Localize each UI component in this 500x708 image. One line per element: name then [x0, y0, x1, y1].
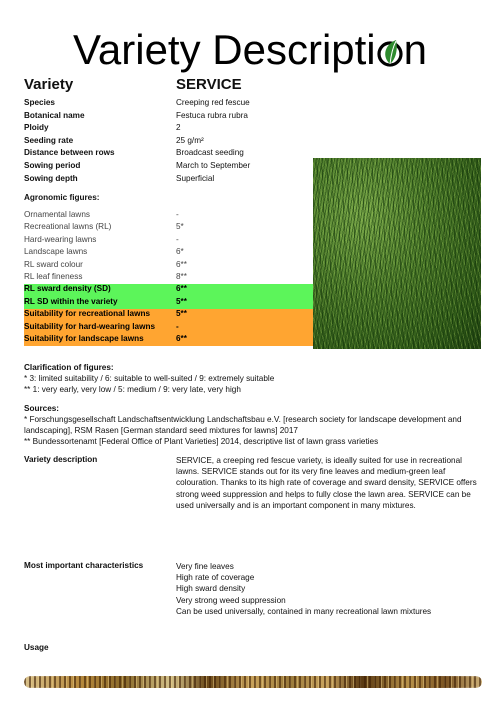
spec-key: Sowing depth: [24, 173, 78, 183]
spec-row: [24, 148, 314, 161]
agro-row: [24, 235, 313, 247]
source-line: ** Bundessortenamt [Federal Office of Plant Varieties] 2014, descriptive list of lawn grass varieties: [24, 437, 379, 446]
spec-key: Distance between rows: [24, 148, 115, 158]
variety-description-label: Variety description: [24, 455, 98, 464]
list-item: High sward density: [176, 584, 246, 594]
spec-key: Botanical name: [24, 110, 85, 120]
spec-key: Seeding rate: [24, 135, 74, 145]
agro-value: 8**: [176, 271, 187, 281]
clarification-heading: Clarification of figures:: [24, 363, 114, 372]
characteristics-list: [176, 561, 486, 617]
agro-key: Suitability for recreational lawns: [24, 309, 151, 319]
agro-key: Landscape lawns: [24, 247, 88, 257]
spec-row: [24, 136, 314, 149]
agro-value: 5**: [176, 309, 187, 319]
variety-label: Variety: [24, 76, 74, 93]
list-item: Can be used universally, contained in many recreational lawn mixtures: [176, 606, 432, 616]
characteristics-label: Most important characteristics: [24, 561, 144, 570]
agro-key: Suitability for hard-wearing lawns: [24, 321, 156, 331]
sources-heading: Sources:: [24, 404, 60, 413]
agro-value: -: [176, 234, 179, 244]
list-item: Very strong weed suppression: [176, 595, 286, 605]
agro-row: [24, 260, 313, 272]
variety-value: SERVICE: [176, 76, 242, 93]
spec-row: [24, 174, 314, 187]
agro-value: 5**: [176, 296, 187, 306]
usage-label: Usage: [24, 643, 49, 652]
agro-row: [24, 210, 313, 222]
page-title: [0, 26, 500, 74]
spec-value: 2: [176, 123, 181, 133]
agro-value: 6**: [176, 333, 187, 343]
agro-value: -: [176, 210, 179, 219]
spec-value: Creeping red fescue: [176, 98, 250, 107]
leaf-circle-icon: [376, 29, 404, 59]
spec-key: Sowing period: [24, 160, 81, 170]
seed-strip: [24, 676, 482, 688]
spec-row: [24, 123, 314, 136]
spec-key: Ploidy: [24, 123, 49, 133]
agro-row-highlight-green: [24, 284, 313, 296]
source-line: * Forschungsgesellschaft Landschaftsentwicklung Landschaftsbau e.V. [research society for landscape development and landscaping], RSM Rasen [German standard seed mixtures for lawns] 2017: [24, 415, 462, 435]
list-item: High rate of coverage: [176, 573, 255, 583]
agro-value: 5*: [176, 222, 184, 232]
agro-key: Recreational lawns (RL): [24, 222, 112, 232]
clarification-section: [24, 362, 484, 395]
spec-row: [24, 98, 314, 111]
spec-value: Superficial: [176, 173, 215, 183]
agro-row-highlight-orange: [24, 309, 313, 321]
agro-row: [24, 222, 313, 234]
agro-row-highlight-orange: [24, 322, 313, 334]
agro-row-highlight-orange: [24, 334, 313, 346]
list-item: Very fine leaves: [176, 562, 234, 571]
variety-row: [24, 76, 484, 94]
agronomic-figures-heading: Agronomic figures:: [24, 193, 100, 202]
agro-value: 6**: [176, 259, 187, 269]
sources-section: [24, 403, 484, 447]
agro-value: -: [176, 321, 179, 331]
spec-value: Broadcast seeding: [176, 148, 244, 158]
agronomic-table: [24, 210, 313, 346]
agro-key: RL SD within the variety: [24, 296, 118, 306]
spec-value: 25 g/m²: [176, 135, 204, 145]
agro-key: RL sward colour: [24, 259, 83, 269]
agro-row-highlight-green: [24, 297, 313, 309]
agro-key: RL sward density (SD): [24, 284, 111, 294]
spec-row: [24, 111, 314, 124]
agro-key: Suitability for landscape lawns: [24, 333, 144, 343]
agro-key: RL leaf fineness: [24, 271, 83, 281]
agro-row: [24, 272, 313, 284]
page-title-suffix: n: [403, 26, 427, 73]
spec-value: March to September: [176, 160, 251, 170]
clarification-line: * 3: limited suitability / 6: suitable to well-suited / 9: extremely suitable: [24, 374, 275, 383]
agro-row: [24, 247, 313, 259]
clarification-line: ** 1: very early, very low / 5: medium / 9: very late, very high: [24, 385, 241, 394]
agro-value: 6**: [176, 284, 187, 294]
variety-description-text: SERVICE, a creeping red fescue variety, is ideally suited for use in recreational lawns. SERVICE stands out for its very fine leaves and medium-green leaf colouration. Thanks to its high rate of coverage and sward density, SERVICE offers strong weed suppression and helps to fully close the lawn area. SERVICE can be used universally and is an important component in many mixtures.: [176, 456, 477, 510]
spec-table: [24, 98, 314, 186]
agro-key: Hard-wearing lawns: [24, 234, 97, 244]
spec-row: [24, 161, 314, 174]
page-title-prefix: Variety Descripti: [73, 26, 376, 73]
agro-key: Ornamental lawns: [24, 210, 90, 219]
spec-key: Species: [24, 98, 55, 107]
spec-value: Festuca rubra rubra: [176, 110, 248, 120]
agro-value: 6*: [176, 247, 184, 257]
grass-photo: [313, 158, 481, 349]
